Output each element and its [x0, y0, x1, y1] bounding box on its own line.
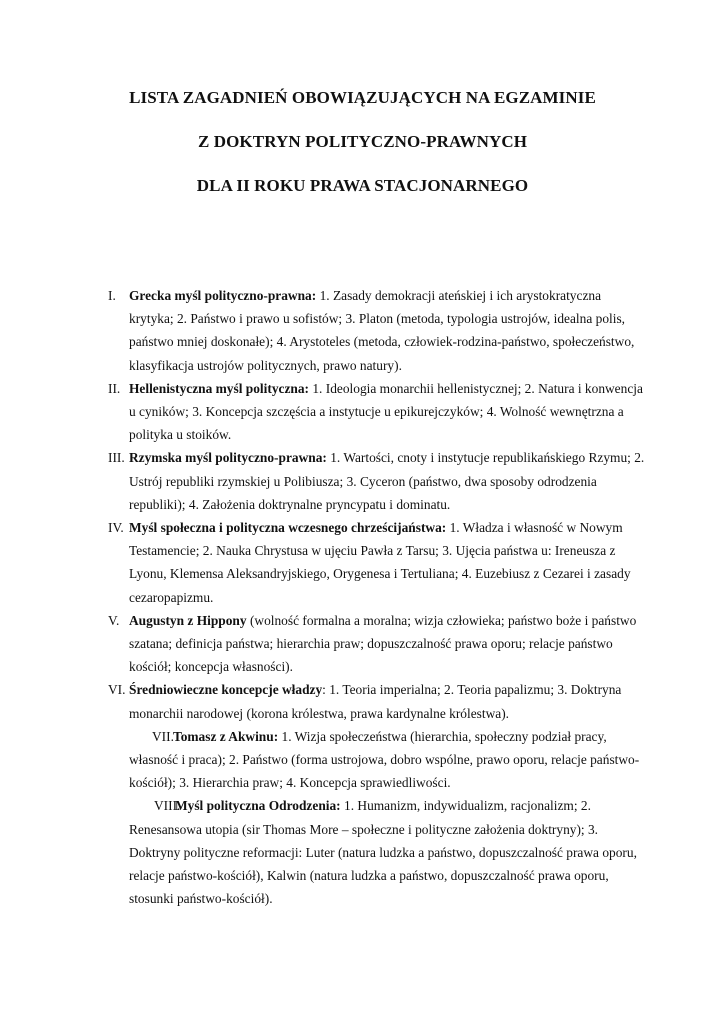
topic-text: 1. Humanizm, indywidualizm, racjonalizm; 2. Renesansowa utopia (sir Thomas More – społeczne i polityczne założenia doktryny); 3. Doktryny polityczne reformacji: Luter (natura ludzka a państwo, dopuszczalność prawa oporu, relacje państwo-kościół), Kalwin (natura ludzka a państwo, dopuszczalność prawa oporu, stosunki państwo-kościół). — [129, 798, 637, 907]
topic-item-3 — [108, 446, 648, 516]
page-title-line-3: DLA II ROKU PRAWA STACJONARNEGO — [196, 176, 529, 195]
topic-number: I. — [108, 288, 116, 303]
topic-number: III. — [108, 450, 125, 466]
topic-item-8 — [108, 794, 648, 910]
topic-item-4 — [108, 516, 648, 609]
topic-item-7 — [108, 725, 648, 795]
topic-heading: Grecka myśl polityczno-prawna: — [129, 288, 317, 303]
topic-text: 1. Zasady demokracji ateńskiej i ich arystokratyczna krytyka; 2. Państwo i prawo u sofistów; 3. Platon (metoda, typologia ustrojów, idealna polis, państwo mniej doskonałe); 4. Arystoteles (metoda, człowiek-rodzina-państwo, społeczeństwo, klasyfikacja ustrojów politycznych, prawo natury). — [129, 288, 635, 373]
topic-heading: Hellenistyczna myśl polityczna: — [129, 380, 310, 396]
topic-text: 1. Wartości, cnoty i instytucje republikańskiego Rzymu; 2. Ustrój republiki rzymskiej u Polibiusza; 3. Cyceron (państwo, dwa sposoby odrodzenia republiki); 4. Założenia doktrynalne pryncypatu i dominatu. — [129, 450, 645, 512]
topic-heading: Tomasz z Akwinu: — [173, 728, 279, 744]
topic-heading: Myśl społeczna i polityczna wczesnego chrześcijaństwa: — [129, 520, 447, 536]
topic-item-5 — [108, 609, 648, 679]
topic-heading: Średniowieczne koncepcje władzy — [129, 682, 323, 698]
topic-number: V. — [108, 612, 120, 628]
topic-number: VIII. — [154, 798, 181, 814]
topic-list — [108, 284, 648, 910]
topic-heading: Myśl polityczna Odrodzenia: — [175, 798, 341, 814]
topic-number: VI. — [108, 682, 126, 698]
topic-number: IV. — [108, 520, 124, 536]
topic-text: 1. Władza i własność w Nowym Testamencie; 2. Nauka Chrystusa w ujęciu Pawła z Tarsu; 3. Ujęcia państwa u: Ireneusza z Lyonu, Klemensa Aleksandryjskiego, Orygenesa i Tertuliana; 4. Euzebiusz z Cezarei i zasady cezaropapizmu. — [129, 520, 631, 605]
topic-item-6 — [108, 678, 648, 724]
page-title-line-2: Z DOKTRYN POLITYCZNO-PRAWNYCH — [197, 132, 528, 151]
topic-heading: Rzymska myśl polityczno-prawna: — [129, 450, 327, 466]
topic-text: 1. Wizja społeczeństwa (hierarchia, społeczny podział pracy, własność i praca); 2. Państwo (forma ustrojowa, dobro wspólne, prawo oporu, relacje państwo-kościół); 3. Hierarchia praw; 4. Koncepcja sprawiedliwości. — [129, 728, 640, 791]
topic-text: : 1. Teoria imperialna; 2. Teoria papalizmu; 3. Doktryna monarchii narodowej (korona królestwa, prawa kardynalne królestwa). — [129, 682, 622, 721]
topic-item-1 — [108, 284, 648, 377]
topic-number: II. — [108, 380, 121, 396]
topic-heading: Augustyn z Hippony — [129, 612, 247, 628]
topic-text: 1. Ideologia monarchii hellenistycznej; 2. Natura i konwencja u cyników; 3. Koncepcja szczęścia a instytucje u epikurejczyków; 4. Wolność wewnętrzna a polityka u stoików. — [129, 380, 643, 443]
topic-item-2 — [108, 377, 648, 447]
topic-number: VII. — [152, 728, 174, 744]
page-title-line-1: LISTA ZAGADNIEŃ OBOWIĄZUJĄCYCH NA EGZAMINIE — [129, 88, 596, 107]
topic-text: (wolność formalna a moralna; wizja człowieka; państwo boże i państwo szatana; definicja państwa; hierarchia praw; dopuszczalność prawa oporu; relacje państwo kościół; koncepcja własności). — [129, 612, 637, 675]
